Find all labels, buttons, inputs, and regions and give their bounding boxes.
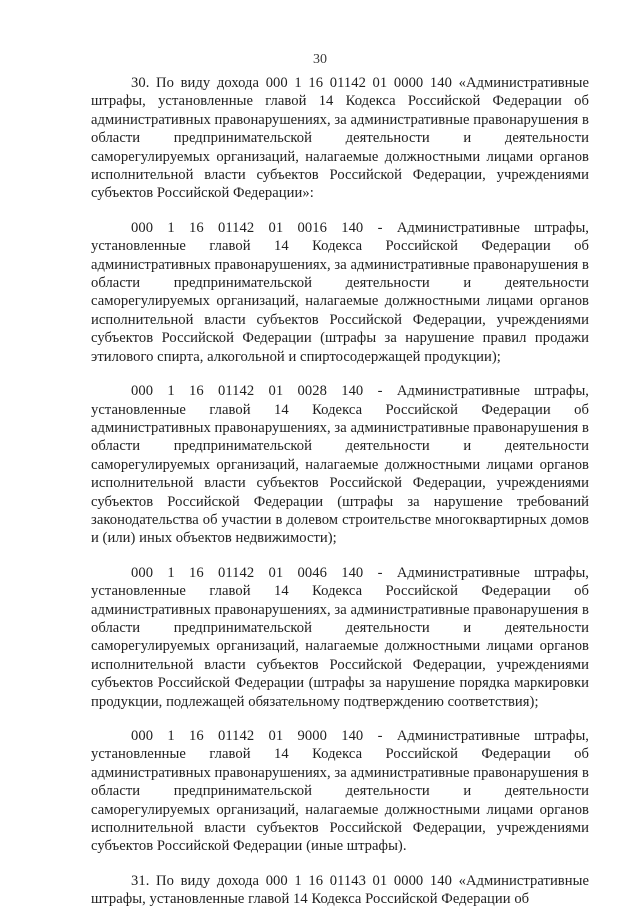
paragraph-code-9000: 000 1 16 01142 01 9000 140 - Административные штрафы, установленные главой 14 Кодекса Российской Федерации об административных правонарушениях, за административные правонарушения в области предпринимательской деятельности и деятельности саморегулируемых организаций, налагаемые должностными лицами органов исполнительной власти субъектов Российской Федерации, учреждениями субъектов Российской Федерации (иные штрафы). xyxy=(91,728,589,855)
paragraph-code-0046: 000 1 16 01142 01 0046 140 - Административные штрафы, установленные главой 14 Кодекса Российской Федерации об административных правонарушениях, за административные правонарушения в области предпринимательской деятельности и деятельности саморегулируемых организаций, налагаемые должностными лицами органов исполнительной власти субъектов Российской Федерации, учреждениями субъектов Российской Федерации (штрафы за нарушение порядка маркировки продукции, подлежащей обязательному подтверждению соответствия); xyxy=(91,564,589,710)
paragraph-code-0016: 000 1 16 01142 01 0016 140 - Административные штрафы, установленные главой 14 Кодекса Российской Федерации об административных правонарушениях, за административные правонарушения в области предпринимательской деятельности и деятельности саморегулируемых организаций, налагаемые должностными лицами органов исполнительной власти субъектов Российской Федерации, учреждениями субъектов Российской Федерации (штрафы за нарушение правил продажи этилового спирта, алкогольной и спиртосодержащей продукции); xyxy=(91,219,589,365)
paragraph-item-30: 30. По виду дохода 000 1 16 01142 01 0000 140 «Административные штрафы, установленные главой 14 Кодекса Российской Федерации об административных правонарушениях, за административные правонарушения в области предпринимательской деятельности и деятельности саморегулируемых организаций, налагаемые должностными лицами органов исполнительной власти субъектов Российской Федерации, учреждениями субъектов Российской Федерации»: xyxy=(91,75,589,202)
page-number: 30 xyxy=(313,52,327,67)
paragraph-code-0028: 000 1 16 01142 01 0028 140 - Административные штрафы, установленные главой 14 Кодекса Российской Федерации об административных правонарушениях, за административные правонарушения в области предпринимательской деятельности и деятельности саморегулируемых организаций, налагаемые должностными лицами органов исполнительной власти субъектов Российской Федерации, учреждениями субъектов Российской Федерации (штрафы за нарушение требований законодательства об участии в долевом строительстве многоквартирных домов и (или) иных объектов недвижимости); xyxy=(91,383,589,547)
document-body xyxy=(91,74,589,909)
paragraph-item-31: 31. По виду дохода 000 1 16 01143 01 0000 140 «Административные штрафы, установленные главой 14 Кодекса Российской Федерации об xyxy=(91,872,589,908)
